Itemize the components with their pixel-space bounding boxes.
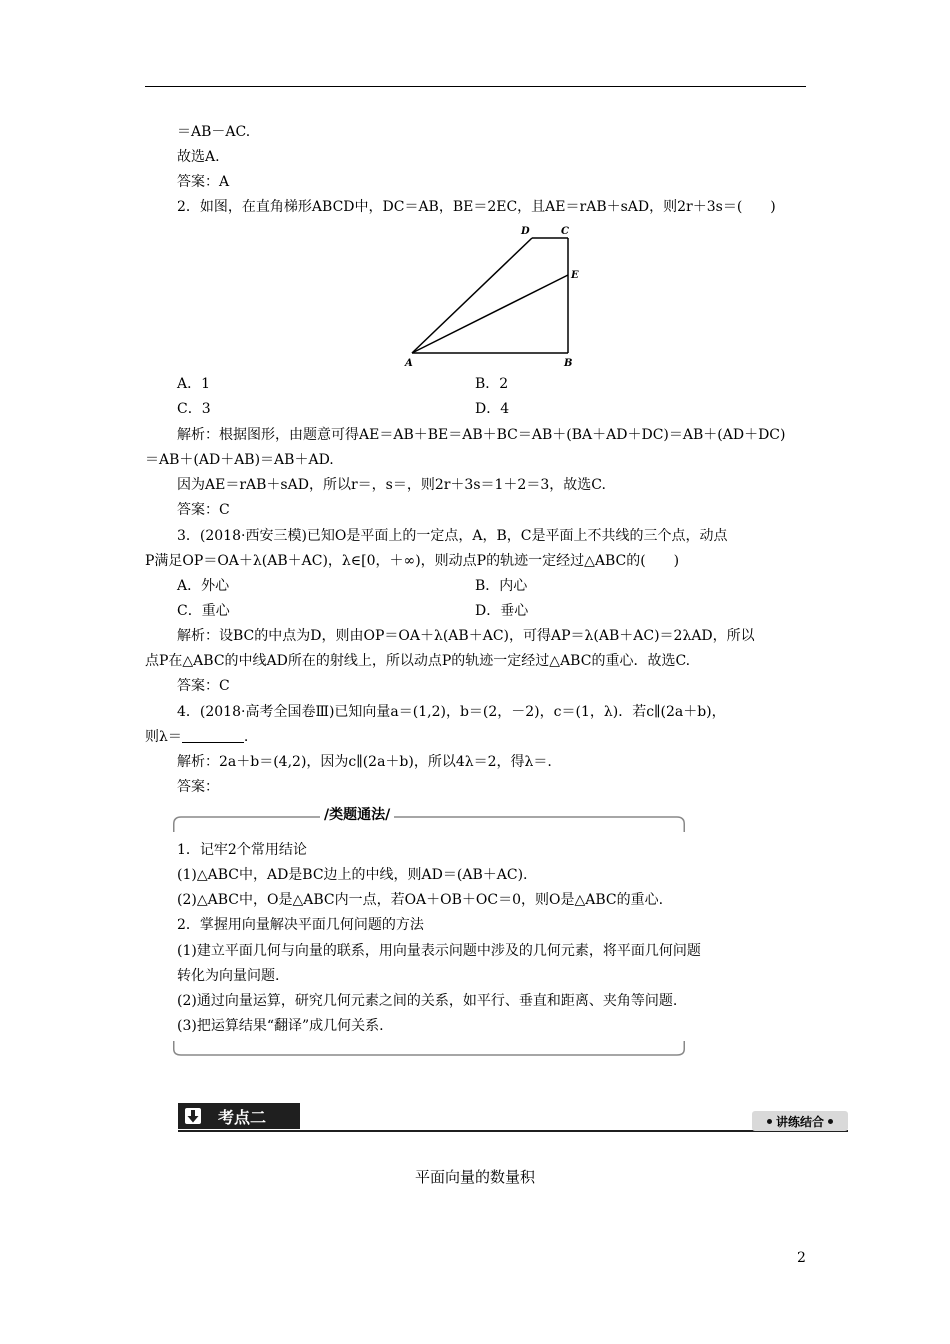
text-line: 则λ＝ . [145,729,249,745]
text-line: ＝AB－AC. [177,124,251,140]
option-a: A．外心 [177,578,230,594]
label-c: C [561,226,569,237]
method-line: (3)把运算结果“翻译”成几何关系. [177,1018,384,1034]
text-line: 故选A. [177,149,220,165]
text-line: 答案：C [177,678,230,694]
question-2: 2．如图，在直角梯形ABCD中，DC＝AB，BE＝2EC，且AE＝rAB＋sAD，则2r＋3s＝( ) [177,199,776,215]
text-line: P满足OP＝OA＋λ(AB＋AC)，λ∈[0，＋∞)，则动点P的轨迹一定经过△ABC的( ) [145,553,680,569]
text-line: 点P在△ABC的中线AD所在的射线上，所以动点P的轨迹一定经过△ABC的重心．故选C. [145,653,691,669]
answer-blank [182,728,244,743]
text-span: 则λ＝ [145,729,182,745]
bullet-icon [767,1119,772,1124]
option-c: C．重心 [177,603,230,619]
label-a: A [405,358,413,369]
option-b: B．内心 [475,578,528,594]
text-line: 答案：A [177,174,230,190]
question-4: 4．(2018·高考全国卷Ⅲ)已知向量a＝(1,2)，b＝(2，－2)，c＝(1，λ)．若c∥(2a＋b)， [177,704,726,720]
header-rule [145,86,806,87]
edge-da [412,238,532,353]
option-d: D．4 [475,401,510,417]
question-3: 3．(2018·西安三模)已知O是平面上的一定点，A，B，C是平面上不共线的三个点，动点 [177,528,728,544]
title-slash-icon: / [324,807,330,823]
method-line: 1．记牢2个常用结论 [177,842,307,858]
title-slash-icon: / [385,807,391,823]
text-line: 解析：根据图形，由题意可得AE＝AB＋BE＝AB＋BC＝AB＋(BA＋AD＋DC)＝AB＋(AD＋DC) [177,427,786,443]
section-subtitle: 平面向量的数量积 [414,1168,535,1186]
method-line: (1)建立平面几何与向量的联系，用向量表示问题中涉及的几何元素，将平面几何问题 [177,943,701,959]
text-line: 解析：设BC的中点为D，则由OP＝OA＋λ(AB＋AC)，可得AP＝λ(AB＋AC)＝2λAD，所以 [177,628,755,644]
method-line: (2)通过向量运算，研究几何元素之间的关系，如平行、垂直和距离、夹角等问题. [177,993,678,1009]
method-box-title-text: 类题通法 [329,807,386,823]
section-title: 考点二 [218,1107,267,1127]
method-line: 转化为向量问题. [177,968,280,984]
label-b: B [564,358,573,369]
method-box-title [320,806,394,824]
trapezoid-figure [400,222,586,370]
section-tab [178,1103,300,1129]
option-d: D．垂心 [475,603,529,619]
option-a: A．1 [177,376,211,392]
method-line: (2)△ABC中，O是△ABC内一点，若OA＋OB＋OC＝0，则O是△ABC的重心. [177,892,664,908]
option-c: C．3 [177,401,211,417]
label-d: D [521,226,530,237]
text-line: 答案：C [177,502,230,518]
option-b: B．2 [475,376,509,392]
section-badge-label: 讲练结合 [775,1114,824,1129]
bullet-icon [828,1119,833,1124]
text-line: 因为AE＝rAB＋sAD，所以r＝，s＝，则2r＋3s＝1＋2＝3，故选C. [177,477,606,493]
arrow-down-icon [182,1106,204,1126]
section-badge [752,1111,848,1131]
segment-ae [412,275,568,353]
section-rule [178,1130,848,1132]
label-e: E [571,270,579,281]
text-line: ＝AB＋(AD＋AB)＝AB＋AD. [145,452,334,468]
text-line: 答案： [177,779,219,795]
text-line: 解析：2a＋b＝(4,2)，因为c∥(2a＋b)，所以4λ＝2，得λ＝. [177,754,552,770]
method-line: (1)△ABC中，AD是BC边上的中线，则AD＝(AB＋AC). [177,867,528,883]
page-number: 2 [797,1250,806,1266]
method-line: 2．掌握用向量解决平面几何问题的方法 [177,917,424,933]
